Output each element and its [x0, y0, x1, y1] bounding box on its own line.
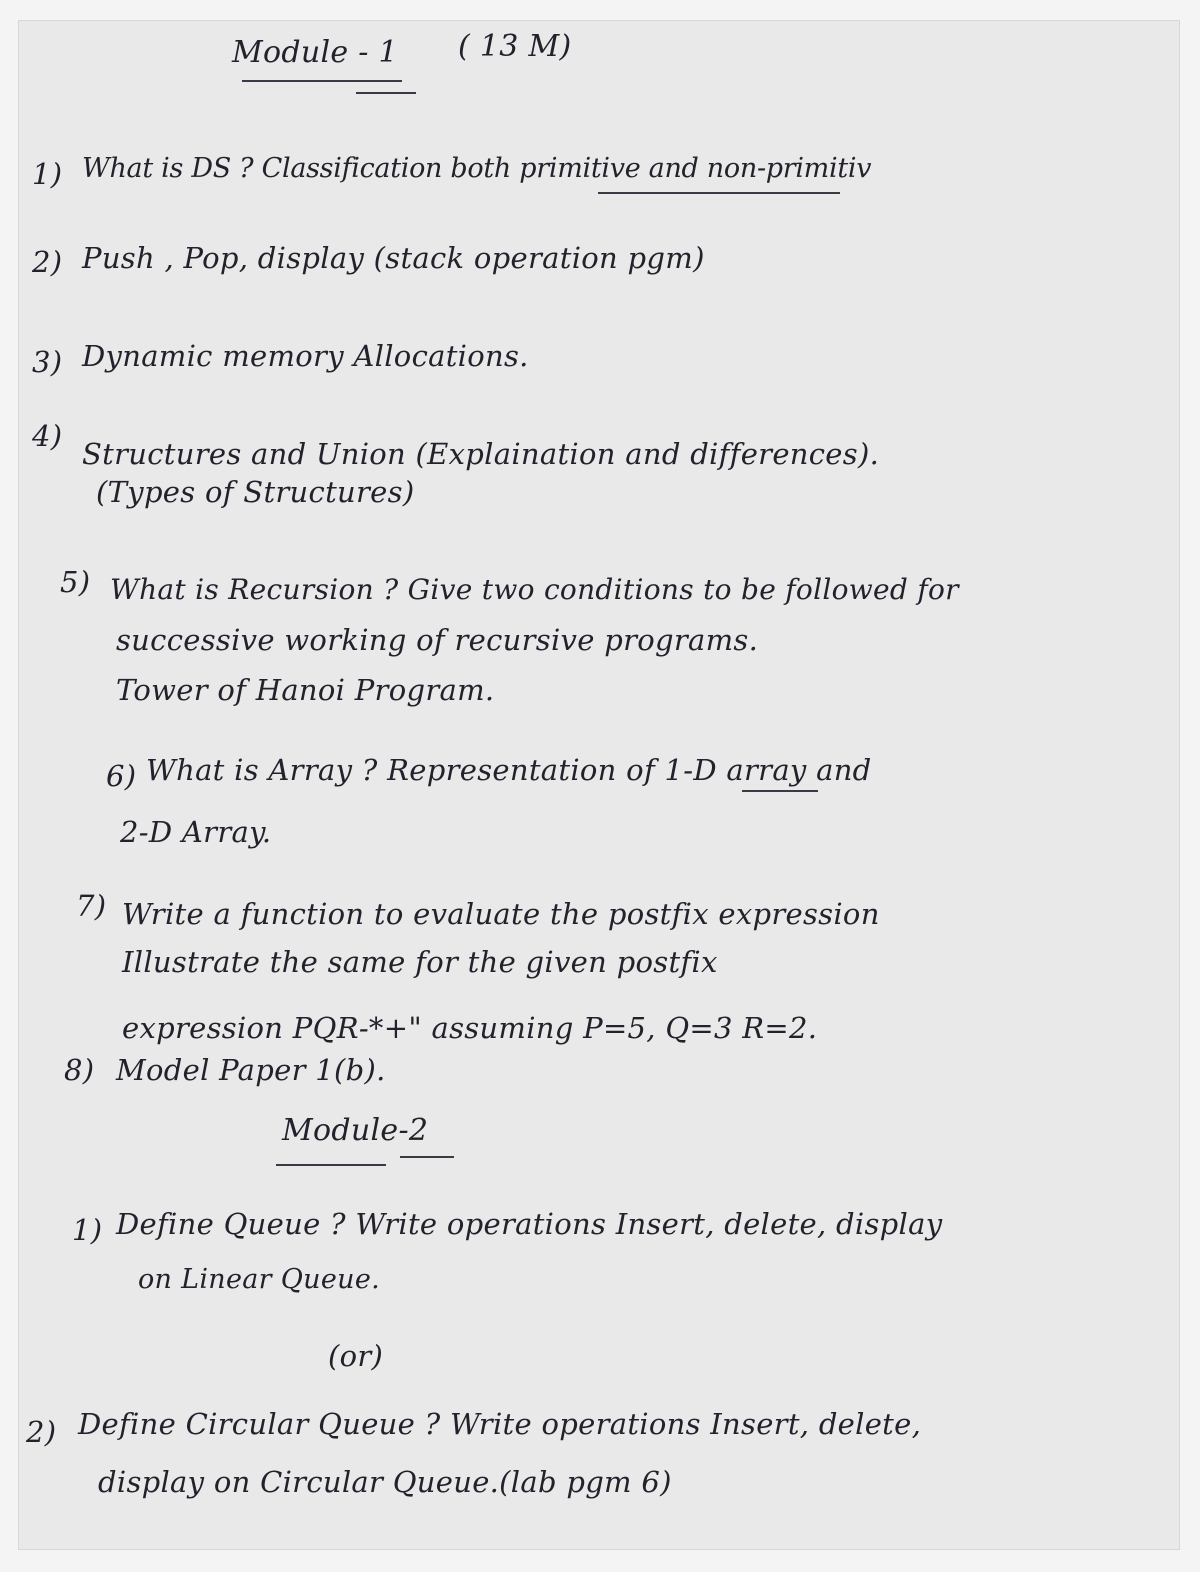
question-5-line-1: What is Recursion ? Give two conditions to be followed for [110, 573, 959, 606]
module-2-question-1-number: 1) [72, 1213, 103, 1247]
question-3-line: Dynamic memory Allocations. [82, 339, 529, 373]
question-8-number: 8) [64, 1053, 95, 1087]
question-1-line: What is DS ? Classification both primitive and non-primitiv [82, 153, 872, 184]
question-7-line-3: expression PQR-*+" assuming P=5, Q=3 R=2. [122, 1011, 818, 1045]
notebook-page [18, 20, 1180, 1550]
module-1-underline [242, 80, 402, 82]
module-2-underline [276, 1164, 386, 1166]
question-2-number: 2) [32, 245, 63, 279]
primitive-underline [598, 192, 840, 194]
question-1-number: 1) [32, 157, 63, 191]
module-1-underline-2 [356, 92, 416, 94]
module-1-marks: ( 13 M) [458, 29, 572, 64]
module-2-heading: Module-2 [282, 1113, 429, 1148]
module-2-question-2-number: 2) [26, 1415, 57, 1449]
question-7-line-1: Write a function to evaluate the postfix expression [122, 897, 880, 931]
module-2-question-2-line-1: Define Circular Queue ? Write operations Insert, delete, [78, 1407, 922, 1441]
question-8-line: Model Paper 1(b). [116, 1053, 386, 1087]
question-4-number: 4) [32, 419, 63, 453]
module-2-underline-2 [400, 1156, 454, 1158]
module-2-question-2-line-2: display on Circular Queue.(lab pgm 6) [98, 1465, 672, 1499]
or-separator: (or) [328, 1339, 384, 1373]
question-5-line-3: Tower of Hanoi Program. [116, 673, 495, 707]
question-3-number: 3) [32, 345, 63, 379]
question-6-line-1: What is Array ? Representation of 1-D array and [146, 753, 872, 787]
question-2-line: Push , Pop, display (stack operation pgm) [82, 241, 705, 275]
module-2-question-1-line-1: Define Queue ? Write operations Insert, delete, display [116, 1207, 943, 1241]
module-2-question-1-line-2: on Linear Queue. [138, 1264, 380, 1295]
question-6-number: 6) [106, 759, 137, 793]
question-7-line-2: Illustrate the same for the given postfix [122, 945, 718, 979]
module-1-heading: Module - 1 [232, 35, 398, 70]
question-5-number: 5) [60, 565, 91, 599]
question-4-line-1: Structures and Union (Explaination and differences). [82, 437, 880, 471]
1d-underline [742, 790, 818, 792]
question-6-line-2: 2-D Array. [120, 815, 272, 849]
question-4-line-2: (Types of Structures) [96, 475, 415, 509]
question-5-line-2: successive working of recursive programs. [116, 623, 759, 657]
question-7-number: 7) [76, 889, 107, 923]
